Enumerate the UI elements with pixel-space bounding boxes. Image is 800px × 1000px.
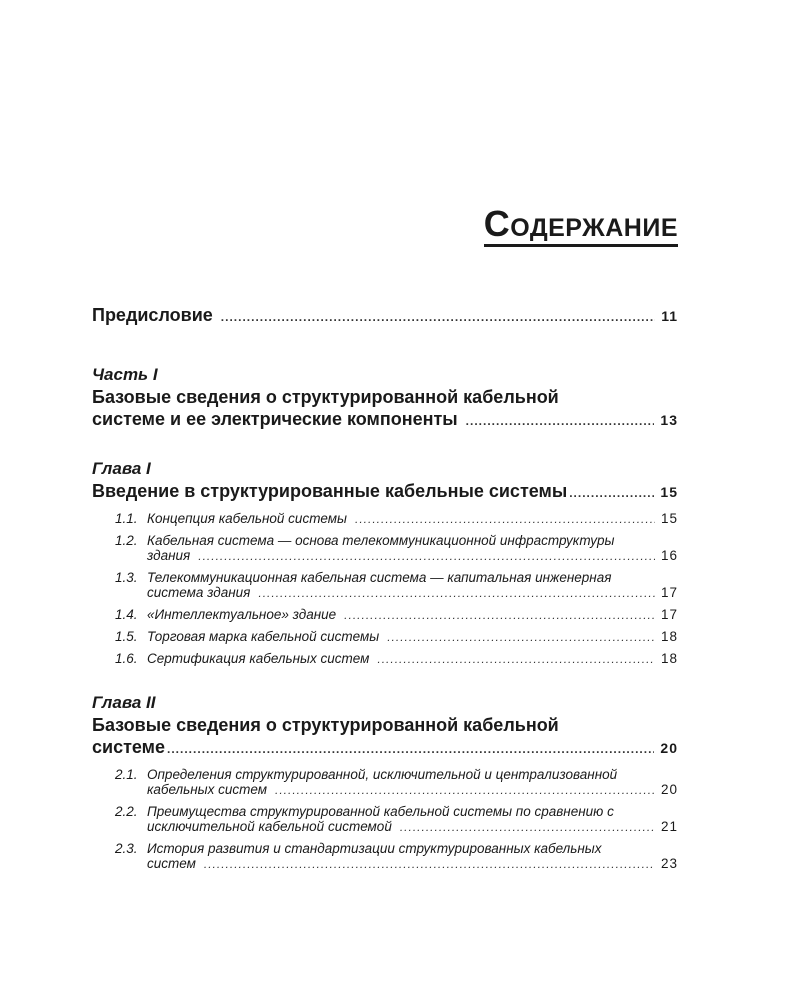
toc-section-1-4[interactable] bbox=[115, 607, 678, 622]
toc-section-1-1[interactable] bbox=[115, 511, 678, 526]
part-title-line-1[interactable]: Базовые сведения о структурированной кабельной bbox=[92, 387, 559, 407]
section-title-cont: здания bbox=[147, 548, 191, 563]
entry-title: Предисловие bbox=[92, 305, 213, 325]
toc-section-2-2[interactable] bbox=[115, 804, 678, 834]
entry-title: системе bbox=[92, 737, 166, 757]
page-title: Содержание bbox=[483, 203, 678, 244]
dot-leader bbox=[377, 652, 655, 666]
page-number: 11 bbox=[661, 308, 678, 324]
section-number: 1.6. bbox=[115, 651, 138, 666]
page-number: 16 bbox=[660, 548, 678, 563]
section-title: «Интеллектуальное» здание bbox=[147, 607, 337, 622]
chapter-title-line-1[interactable]: Базовые сведения о структурированной кабельной bbox=[92, 715, 559, 735]
chapter-label: Глава I bbox=[92, 459, 151, 478]
section-title: Телекоммуникационная кабельная система — капитальная инженерная bbox=[147, 570, 612, 585]
chapter-title-line-2[interactable] bbox=[92, 736, 678, 760]
dot-leader bbox=[258, 586, 655, 600]
section-title: Определения структурированной, исключительной и централизованной bbox=[147, 767, 618, 782]
section-title: Преимущества структурированной кабельной системы по сравнению с bbox=[147, 804, 614, 819]
section-title: История развития и стандартизации структурированных кабельных bbox=[147, 841, 602, 856]
dot-leader bbox=[198, 549, 655, 563]
section-number: 1.5. bbox=[115, 629, 138, 644]
page-number: 15 bbox=[660, 484, 678, 500]
page-number: 18 bbox=[660, 651, 678, 666]
section-number: 2.1. bbox=[115, 767, 138, 782]
toc-chapter-2 bbox=[92, 692, 678, 871]
toc-section-1-6[interactable] bbox=[115, 651, 678, 666]
dot-leader bbox=[221, 306, 655, 328]
toc-entry-preface[interactable] bbox=[92, 304, 678, 328]
section-title-cont: система здания bbox=[147, 585, 251, 600]
entry-title: системе и ее электрические компоненты bbox=[92, 409, 458, 429]
dot-leader bbox=[569, 482, 654, 504]
section-title-cont: систем bbox=[147, 856, 196, 871]
section-title-cont: кабельных систем bbox=[147, 782, 267, 797]
section-number: 1.2. bbox=[115, 533, 138, 548]
chapter-label: Глава II bbox=[92, 693, 156, 712]
title-block bbox=[483, 203, 678, 247]
section-title: Кабельная система — основа телекоммуникационной инфраструктуры bbox=[147, 533, 615, 548]
entry-title: Введение в структурированные кабельные системы bbox=[92, 481, 568, 501]
toc-section-1-2[interactable] bbox=[115, 533, 678, 563]
section-number: 1.1. bbox=[115, 511, 138, 526]
section-number: 1.4. bbox=[115, 607, 138, 622]
section-number: 2.2. bbox=[115, 804, 138, 819]
section-number: 1.3. bbox=[115, 570, 138, 585]
dot-leader bbox=[355, 512, 655, 526]
toc-chapter-1 bbox=[92, 458, 678, 666]
page-number: 15 bbox=[660, 511, 678, 526]
section-number: 2.3. bbox=[115, 841, 138, 856]
toc-section-1-3[interactable] bbox=[115, 570, 678, 600]
dot-leader bbox=[204, 857, 655, 871]
dot-leader bbox=[167, 738, 654, 760]
page-number: 13 bbox=[660, 412, 678, 428]
page-number: 20 bbox=[660, 782, 678, 797]
part-title-line-2[interactable] bbox=[92, 408, 678, 432]
page-number: 21 bbox=[660, 819, 678, 834]
section-title-cont: исключительной кабельной системой bbox=[147, 819, 392, 834]
section-title: Концепция кабельной системы bbox=[147, 511, 347, 526]
table-of-contents bbox=[92, 304, 678, 897]
dot-leader bbox=[400, 820, 655, 834]
part-label: Часть I bbox=[92, 365, 158, 384]
page-number: 17 bbox=[660, 607, 678, 622]
chapter-title[interactable] bbox=[92, 480, 678, 504]
toc-section-2-1[interactable] bbox=[115, 767, 678, 797]
dot-leader bbox=[275, 783, 655, 797]
page-number: 18 bbox=[660, 629, 678, 644]
toc-part-1 bbox=[92, 364, 678, 432]
dot-leader bbox=[466, 410, 655, 432]
page-number: 17 bbox=[660, 585, 678, 600]
section-title: Сертификация кабельных систем bbox=[147, 651, 370, 666]
page-number: 23 bbox=[660, 856, 678, 871]
toc-section-1-5[interactable] bbox=[115, 629, 678, 644]
section-title: Торговая марка кабельной системы bbox=[147, 629, 380, 644]
toc-section-2-3[interactable] bbox=[115, 841, 678, 871]
dot-leader bbox=[344, 608, 655, 622]
dot-leader bbox=[387, 630, 655, 644]
page-number: 20 bbox=[660, 740, 678, 756]
